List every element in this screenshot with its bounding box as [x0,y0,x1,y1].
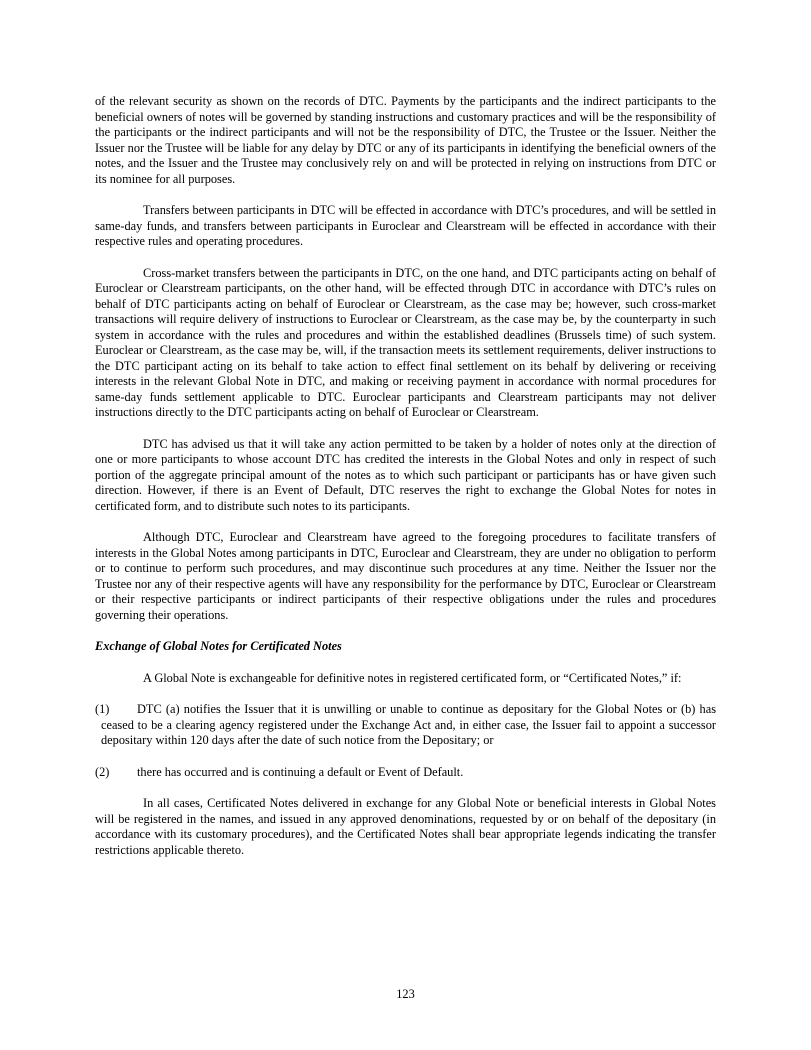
list-item-text: DTC (a) notifies the Issuer that it is unwilling or unable to continue as depositary for the Global Notes or (b) has ceased to be a clearing agency registered under the Exchange Act and, in either case, the Issuer fail to appoint a successor depositary within 120 days after the date of such notice from the Depositary; or [101,702,716,747]
paragraph-closing: In all cases, Certificated Notes delivered in exchange for any Global Note or beneficial interests in Global Notes will be registered in the names, and issued in any approved denominations, requested by or on behalf of the depositary (in accordance with its customary procedures), and the Certificated Notes shall bear appropriate legends indicating the transfer restrictions applicable thereto. [95,796,716,857]
paragraph-exchange-intro: A Global Note is exchangeable for definitive notes in registered certificated form, or “Certificated Notes,” if: [143,670,682,685]
list-item [95,702,716,749]
paragraph-transfers: Transfers between participants in DTC will be effected in accordance with DTC’s procedures, and will be settled in same-day funds, and transfers between participants in Euroclear and Clearstream will be effected in accordance with their respective rules and operating procedures. [95,203,716,248]
paragraph-procedures: Although DTC, Euroclear and Clearstream have agreed to the foregoing procedures to facilitate transfers of interests in the Global Notes among participants in DTC, Euroclear and Clearstream, they are under no obligation to perform or to continue to perform such procedures, and may discontinue such procedures at any time. Neither the Issuer nor the Trustee nor any of their respective agents will have any responsibility for the performance by DTC, Euroclear or Clearstream or their respective participants or indirect participants of their respective obligations under the rules and procedures governing their operations. [95,530,716,622]
paragraph-dtc-advised: DTC has advised us that it will take any action permitted to be taken by a holder of notes only at the direction of one or more participants to whose account DTC has credited the interests in the Global Notes and only in respect of such portion of the aggregate principal amount of the notes as to which such participant or participants has or have given such direction. However, if there is an Event of Default, DTC reserves the right to exchange the Global Notes for notes in certificated form, and to distribute such notes to its participants. [95,436,716,513]
document-page [95,94,716,874]
list-item-number: (1) [95,702,110,716]
list-item-number: (2) [95,764,110,779]
section-heading: Exchange of Global Notes for Certificated Notes [95,639,342,653]
page-number: 123 [396,987,415,1001]
paragraph-dtc-records: of the relevant security as shown on the records of DTC. Payments by the participants and the indirect participants to the beneficial owners of notes will be governed by standing instructions and customary practices and will be the responsibility of the participants or the indirect participants and will not be the responsibility of DTC, the Trustee or the Issuer. Neither the Issuer nor the Trustee will be liable for any delay by DTC or any of its participants in identifying the beneficial owners of the notes, and the Issuer and the Trustee may conclusively rely on and will be protected in relying on instructions from DTC or its nominee for all purposes. [95,94,716,186]
list-item-text: there has occurred and is continuing a default or Event of Default. [137,764,464,779]
paragraph-cross-market: Cross-market transfers between the participants in DTC, on the one hand, and DTC participants acting on behalf of Euroclear or Clearstream participants, on the other hand, will be effected through DTC in accordance with DTC’s rules on behalf of DTC participants acting on behalf of Euroclear or Clearstream, as the case may be; however, such cross-market transactions will require delivery of instructions to Euroclear or Clearstream, as the case may be, by the counterparty in such system in accordance with the rules and procedures and within the established deadlines (Brussels time) of such system. Euroclear or Clearstream, as the case may be, will, if the transaction meets its settlement requirements, deliver instructions to the DTC participant acting on its behalf to take action to effect final settlement on its behalf by delivering or receiving interests in the relevant Global Note in DTC, and making or receiving payment in accordance with normal procedures for same-day funds settlement applicable to DTC. Euroclear participants and Clearstream participants may not deliver instructions directly to the DTC participants acting on behalf of Euroclear or Clearstream. [95,265,716,419]
list-item [95,764,716,781]
